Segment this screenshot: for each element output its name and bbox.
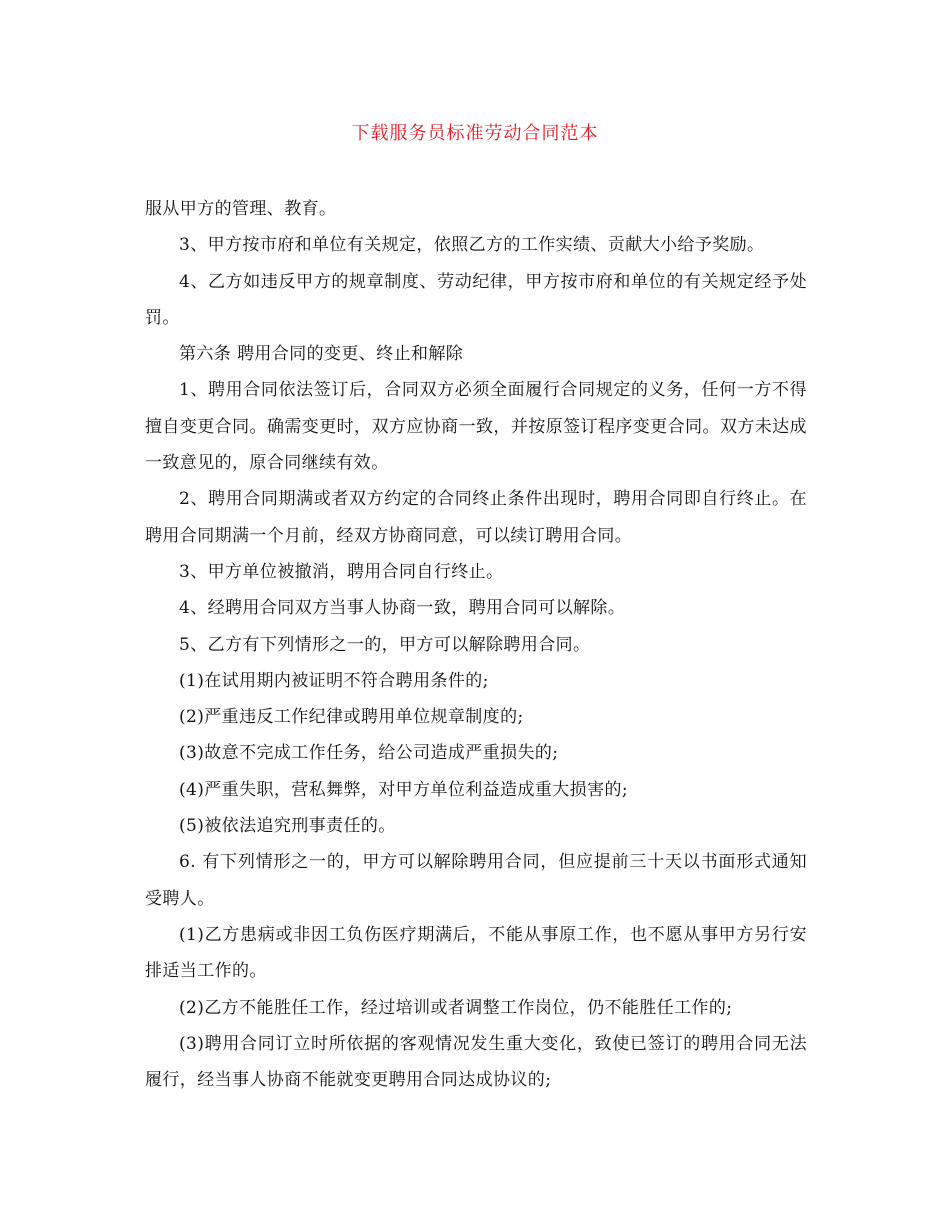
paragraph: 4、乙方如违反甲方的规章制度、劳动纪律，甲方按市府和单位的有关规定经予处罚。 <box>145 271 807 328</box>
list-item: (3)聘用合同订立时所依据的客观情况发生重大变化，致使已签订的聘用合同无法履行，经当事人协商不能就变更聘用合同达成协议的; <box>145 1033 807 1091</box>
list-item: (1)在试用期内被证明不符合聘用条件的; <box>179 670 489 691</box>
list-item: (3)故意不完成工作任务，给公司造成严重损失的; <box>179 743 559 764</box>
list-item: (2)严重违反工作纪律或聘用单位规章制度的; <box>179 707 524 728</box>
paragraph: 4、经聘用合同双方当事人协商一致，聘用合同可以解除。 <box>179 598 626 619</box>
document-title: 下载服务员标准劳动合同范本 <box>351 123 599 144</box>
paragraph: 6. 有下列情形之一的，甲方可以解除聘用合同，但应提前三十天以书面形式通知受聘人。 <box>145 852 807 909</box>
paragraph: 3、甲方按市府和单位有关规定，依照乙方的工作实绩、贡献大小给予奖励。 <box>179 235 765 256</box>
paragraph: 服从甲方的管理、教育。 <box>145 199 337 219</box>
paragraph: 1、聘用合同依法签订后，合同双方必须全面履行合同规定的义务，任何一方不得擅自变更合同。确需变更时，双方应协商一致，并按原签订程序变更合同。双方未达成一致意见的，原合同继续有效。 <box>145 380 807 474</box>
document-body <box>145 191 807 1098</box>
paragraph: 5、乙方有下列情形之一的，甲方可以解除聘用合同。 <box>179 634 591 655</box>
section-heading: 第六条 聘用合同的变更、终止和解除 <box>179 344 464 365</box>
paragraph: 2、聘用合同期满或者双方约定的合同终止条件出现时，聘用合同即自行终止。在聘用合同期满一个月前，经双方协商同意，可以续订聘用合同。 <box>145 489 807 546</box>
list-item: (1)乙方患病或非因工负伤医疗期满后，不能从事原工作，也不愿从事甲方另行安排适当工作的。 <box>145 924 807 982</box>
list-item: (4)严重失职，营私舞弊，对甲方单位利益造成重大损害的; <box>179 779 629 800</box>
paragraph: 3、甲方单位被撤消，聘用合同自行终止。 <box>179 561 504 582</box>
list-item: (5)被依法追究刑事责任的。 <box>179 816 396 837</box>
list-item: (2)乙方不能胜任工作，经过培训或者调整工作岗位，仍不能胜任工作的; <box>179 997 733 1018</box>
